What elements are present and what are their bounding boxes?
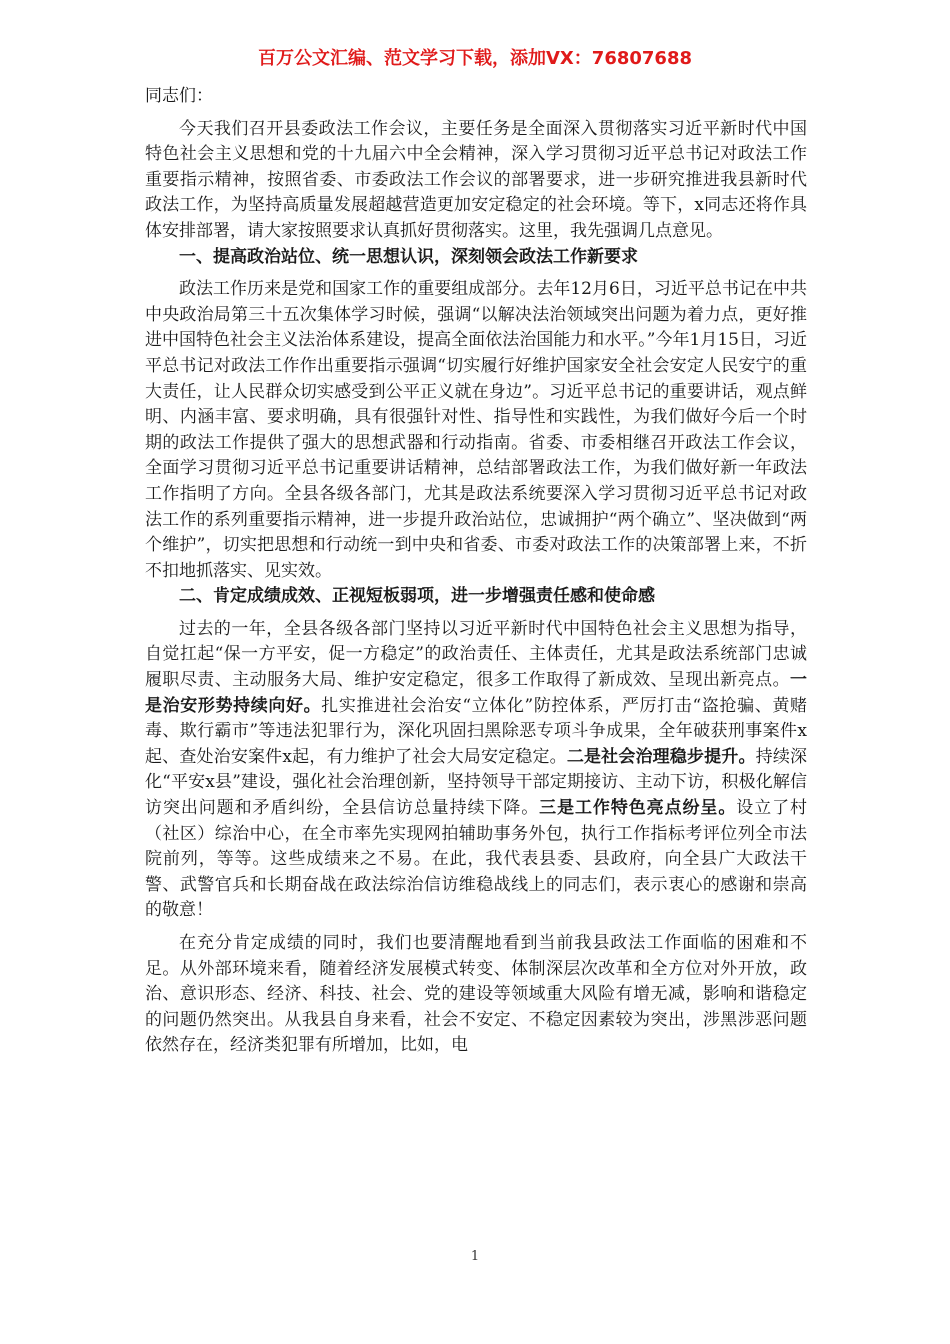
point-one-title: 一是治安形势持续向好。: [145, 670, 807, 716]
page-number: 1: [470, 1249, 480, 1264]
salutation: 同志们：: [145, 86, 213, 106]
section-heading-1: 一、提高政治站位、统一思想认识，深刻领会政法工作新要求: [179, 246, 638, 267]
paragraph-shortcomings: 在充分肯定成绩的同时，我们也要清醒地看到当前我县政法工作面临的困难和不足。从外部环境来看，随着经济发展模式转变、体制深层次改革和全方位对外开放，政治、意识形态、经济、科技、社会、党的建设等领域重大风险有增无减，影响和谐稳定的问题仍然突出。从我县自身来看，社会不安定、不稳定因素较为突出，涉黑涉恶问题依然存在，经济类犯罪有所增加，比如，电: [145, 933, 807, 1056]
point-one-text: 扎实推进社会治安“立体化”防控体系，严厉打击“盗抢骗、黄赌毒、欺行霸市”等违法犯罪行为，深化巩固扫黑除恶专项斗争成果，全年破获刑事案件x起、查处治安案件x起，有力维护了社会大局安定稳定。: [145, 695, 807, 767]
section-heading-2: 二、肯定成绩成效、正视短板弱项，进一步增强责任感和使命感: [179, 586, 655, 607]
point-three-text: 设立了村（社区）综治中心，在全市率先实现网拍辅助事务外包，执行工作指标考评位列全市法院前列，等等。这些成绩来之不易。在此，我代表县委、县政府，向全县广大政法干警、武警官兵和长期奋战在政法综治信访维稳战线上的同志们，表示衷心的感谢和崇高的敬意！: [145, 798, 808, 921]
point-three-title: 三是工作特色亮点纷呈。: [539, 798, 737, 819]
achievements-intro: 过去的一年，全县各级各部门坚持以习近平新时代中国特色社会主义思想为指导，自觉扛起“保一方平安，促一方稳定”的政治责任、主体责任，尤其是政法系统部门忠诚履职尽责、主动服务大局、维护安定稳定，很多工作取得了新成效、呈现出新亮点。: [145, 618, 807, 691]
document-body: [145, 84, 807, 1059]
promo-banner: 百万公文汇编、范文学习下载，添加VX：76807688: [257, 48, 692, 69]
paragraph-achievements: [145, 617, 807, 924]
point-two-title: 二是社会治理稳步提升。: [566, 746, 756, 767]
point-two-text: 持续深化“平安x县”建设，强化社会治理创新，坚持领导干部定期接访、主动下访，积极化解信访突出问题和矛盾纠纷，全县信访总量持续下降。: [145, 746, 808, 819]
paragraph-intro: 今天我们召开县委政法工作会议，主要任务是全面深入贯彻落实习近平新时代中国特色社会主义思想和党的十九届六中全会精神，深入学习贯彻习近平总书记对政法工作重要指示精神，按照省委、市委政法工作会议的部署要求，进一步研究推进我县新时代政法工作，为坚持高质量发展超越营造更加安定稳定的社会环境。等下，x同志还将作具体安排部署，请大家按照要求认真抓好贯彻落实。这里，我先强调几点意见。: [145, 118, 807, 241]
paragraph-section-1: 政法工作历来是党和国家工作的重要组成部分。去年12月6日，习近平总书记在中共中央政治局第三十五次集体学习时候，强调“以解决法治领域突出问题为着力点，更好推进中国特色社会主义法治体系建设，提高全面依法治国能力和水平。”今年1月15日，习近平总书记对政法工作作出重要指示强调“切实履行好维护国家安全社会安定人民安宁的重大责任，让人民群众切实感受到公平正义就在身边”。习近平总书记的重要讲话，观点鲜明、内涵丰富、要求明确，具有很强针对性、指导性和实践性，为我们做好今后一个时期的政法工作提供了强大的思想武器和行动指南。省委、市委相继召开政法工作会议，全面学习贯彻习近平总书记重要讲话精神，总结部署政法工作，为我们做好新一年政法工作指明了方向。全县各级各部门，尤其是政法系统要深入学习贯彻习近平总书记对政法工作的系列重要指示精神，进一步提升政治站位，忠诚拥护“两个确立”、坚决做到“两个维护”，切实把思想和行动统一到中央和省委、市委对政法工作的决策部署上来，不折不扣地抓落实、见实效。: [145, 279, 807, 581]
